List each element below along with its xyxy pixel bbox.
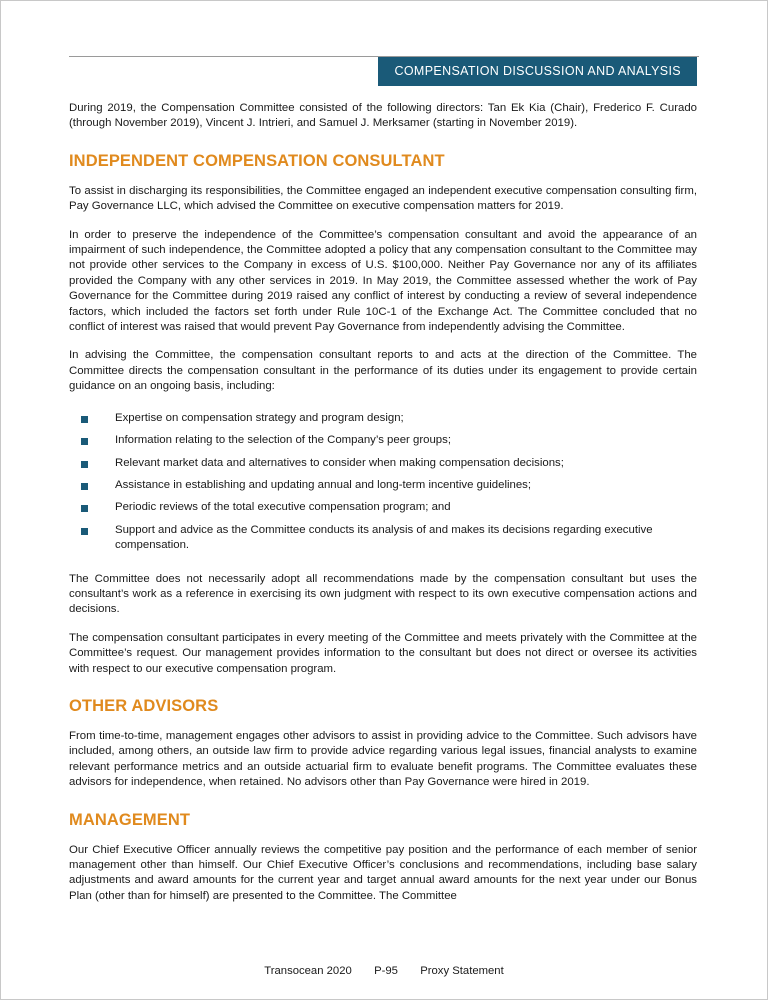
list-item-label: Assistance in establishing and updating annual and long-term incentive guidelines; [115, 478, 532, 491]
page-footer [1, 965, 767, 977]
bullet-square-icon [81, 528, 88, 535]
bullet-square-icon [81, 483, 88, 490]
footer-document-type: Proxy Statement [420, 965, 504, 977]
paragraph: From time-to-time, management engages other advisors to assist in providing advice to the Committee. Such advisors have included, among others, an outside law firm to provide advice regarding various legal issues, financial analysts to examine relevant performance metrics and an outside actuarial firm to evaluate benefit programs. The Committee evaluates these advisors for independence, when retained. No advisors other than Pay Governance were hired in 2019. [69, 729, 697, 789]
page-header [1, 1, 767, 78]
footer-page-number: P-95 [374, 965, 398, 977]
list-item-label: Information relating to the selection of the Company’s peer groups; [115, 434, 452, 447]
section-heading-other-advisors: OTHER ADVISORS [69, 696, 219, 715]
header-banner: COMPENSATION DISCUSSION AND ANALYSIS [378, 57, 697, 86]
paragraph: The compensation consultant participates in every meeting of the Committee and meets privately with the Committee at the Committee’s request. Our management provides information to the consultant but does not direct or oversee its activities with respect to our executive compensation program. [69, 631, 697, 675]
list-item-label: Relevant market data and alternatives to consider when making compensation decisions; [115, 456, 564, 469]
list-item-label: Support and advice as the Committee conducts its analysis of and makes its decisions regarding executive compensation. [115, 523, 653, 552]
list-item [69, 433, 697, 448]
list-item [69, 411, 697, 426]
bullet-square-icon [81, 438, 88, 445]
bullet-list [69, 411, 697, 554]
section-heading-independent-compensation-consultant: INDEPENDENT COMPENSATION CONSULTANT [69, 151, 445, 170]
section-heading-management: MANAGEMENT [69, 810, 191, 829]
paragraph: To assist in discharging its responsibilities, the Committee engaged an independent executive compensation consulting firm, Pay Governance LLC, which advised the Committee on executive compensation matters for 2019. [69, 184, 697, 213]
bullet-square-icon [81, 505, 88, 512]
footer-company-year: Transocean 2020 [264, 965, 352, 977]
list-item-label: Expertise on compensation strategy and program design; [115, 411, 404, 424]
intro-paragraph: During 2019, the Compensation Committee consisted of the following directors: Tan Ek Kia (Chair), Frederico F. Curado (through November 2019), Vincent J. Intrieri, and Samuel J. Merksamer (starting in November 2019). [69, 102, 697, 130]
list-item [69, 523, 697, 554]
paragraph: In order to preserve the independence of the Committee’s compensation consultant and avoid the appearance of an impairment of such independence, the Committee adopted a policy that any compensation consultant to the Committee may not provide other services to the Company in excess of U.S. $100,000. Neither Pay Governance nor any of its affiliates provided the Company with any other services in 2019. In May 2019, the Committee assessed whether the work of Pay Governance for the Committee during 2019 raised any conflict of interest by conducting a review of several independence factors, which included the factors set forth under Rule 10C-1 of the Exchange Act. The Committee concluded that no conflict of interest was raised that would prevent Pay Governance from independently advising the Committee. [69, 228, 697, 334]
page-content [69, 101, 697, 917]
list-item [69, 456, 697, 471]
bullet-square-icon [81, 461, 88, 468]
paragraph: In advising the Committee, the compensation consultant reports to and acts at the direction of the Committee. The Committee directs the compensation consultant in the performance of its duties under its engagement to provide certain guidance on an ongoing basis, including: [69, 349, 697, 393]
list-item [69, 478, 697, 493]
list-item [69, 500, 697, 515]
bullet-square-icon [81, 416, 88, 423]
paragraph: Our Chief Executive Officer annually reviews the competitive pay position and the performance of each member of senior management other than himself. Our Chief Executive Officer’s conclusions and recommendations, including base salary adjustments and award amounts for the current year and target annual award amounts for the next year under our Bonus Plan (other than for himself) are presented to the Committee. The Committee [69, 843, 697, 902]
paragraph: The Committee does not necessarily adopt all recommendations made by the compensation consultant but uses the consultant’s work as a reference in exercising its own judgment with respect to its own executive compensation actions and decisions. [69, 572, 697, 616]
list-item-label: Periodic reviews of the total executive compensation program; and [115, 501, 451, 514]
